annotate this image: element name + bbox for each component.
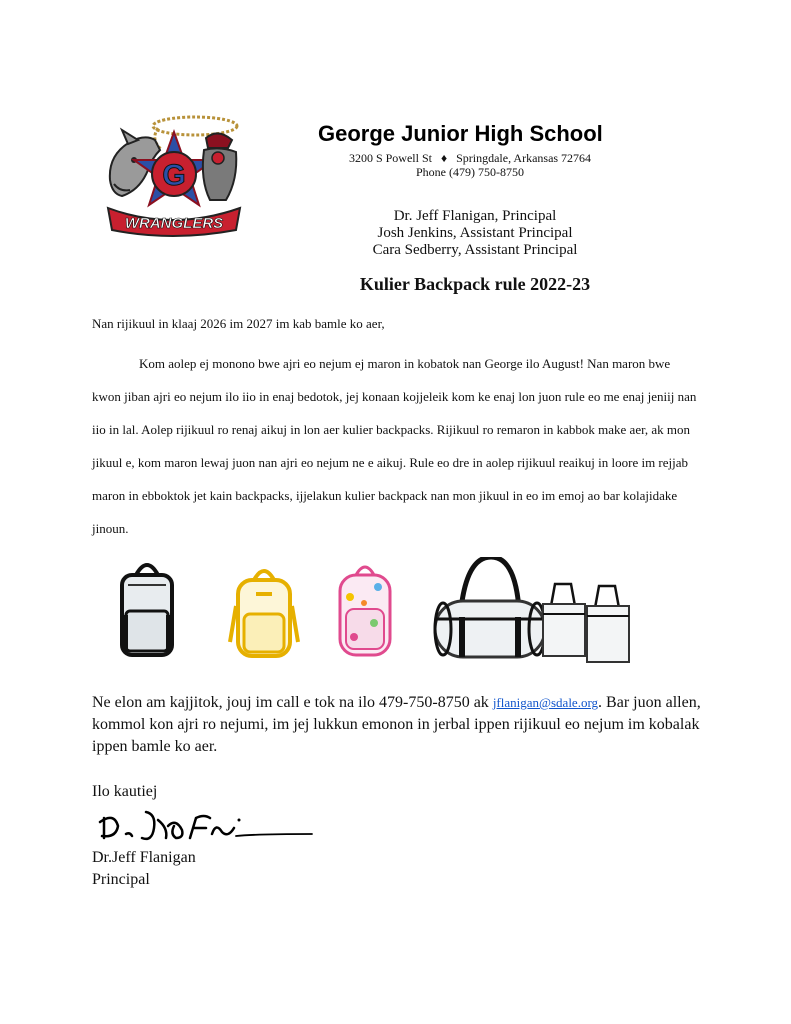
clear-tote-bags-image [541,580,631,664]
address-street: 3200 S Powell St [348,151,432,165]
yellow-clear-backpack-image [228,562,300,660]
staff-list [330,208,620,259]
pink-clear-backpack-image [334,557,396,659]
school-phone: Phone (479) 750-8750 [416,165,524,179]
staff-assistant-principal-1: Josh Jenkins, Assistant Principal [377,225,573,241]
contact-text-before: Ne elon am kajjitok, jouj im call e tok na ilo 479-750-8750 ak [92,694,493,711]
signer-title: Principal [92,871,150,888]
letter-closing: Ilo kautiej [92,783,158,800]
contact-paragraph [92,692,707,758]
contact-text-after: . Bar juon allen, kommol kon ajri ro nejumi, im jej lukkun emonon in jerbal ippen rijikuul eo nejum im kobalak ippen bamle ko aer. [92,694,701,755]
staff-assistant-principal-2: Cara Sedberry, Assistant Principal [372,242,578,258]
letter-body [92,347,702,545]
logo-letter: G [162,159,186,192]
school-logo [100,110,245,240]
address-city: Springdale, Arkansas 72764 [456,151,592,165]
school-address [320,151,620,166]
black-clear-backpack-image [116,555,178,660]
staff-principal: Dr. Jeff Flanigan, Principal [393,208,557,224]
diamond-separator-icon: ♦ [440,151,448,165]
letter-body-text: Kom aolep ej monono bwe ajri eo nejum ej maron in kobatok nan George ilo August! Nan maron bwe kwon jiban ajri eo nejum ilo iio in enaj bedotok, jej konaan kojjeleik kom ke enaj lon juon rule eo me enaj jeniij nan iio in lal. Aolep rijikuul ro renaj aikuj in lon aer kulier backpacks. Rijikuul ro remaron in kabbok make aer, ak mon jikuul e, kom maron lewaj juon nan ajri eo nejum ne e aikuj. Rule eo dre in aolep rijikuul reaikuj in loore im rejjab maron in ebboktok jet kain backpacks, ijjelakun kulier backpack nan mon jikuul in eo im emoj ao bar kolajidake jinoun. [92,356,697,536]
school-name: George Junior High School [318,121,603,146]
clear-duffel-bag-image [431,557,549,662]
letter-greeting: Nan rijikuul in klaaj 2026 im 2027 im kab bamle ko aer, [92,316,385,331]
letter-title: Kulier Backpack rule 2022-23 [359,274,591,294]
signer-name: Dr.Jeff Flanigan [92,849,196,866]
logo-text: WRANGLERS [124,215,224,232]
signature-image [96,808,316,848]
email-link[interactable]: jflanigan@sdale.org [492,695,599,710]
